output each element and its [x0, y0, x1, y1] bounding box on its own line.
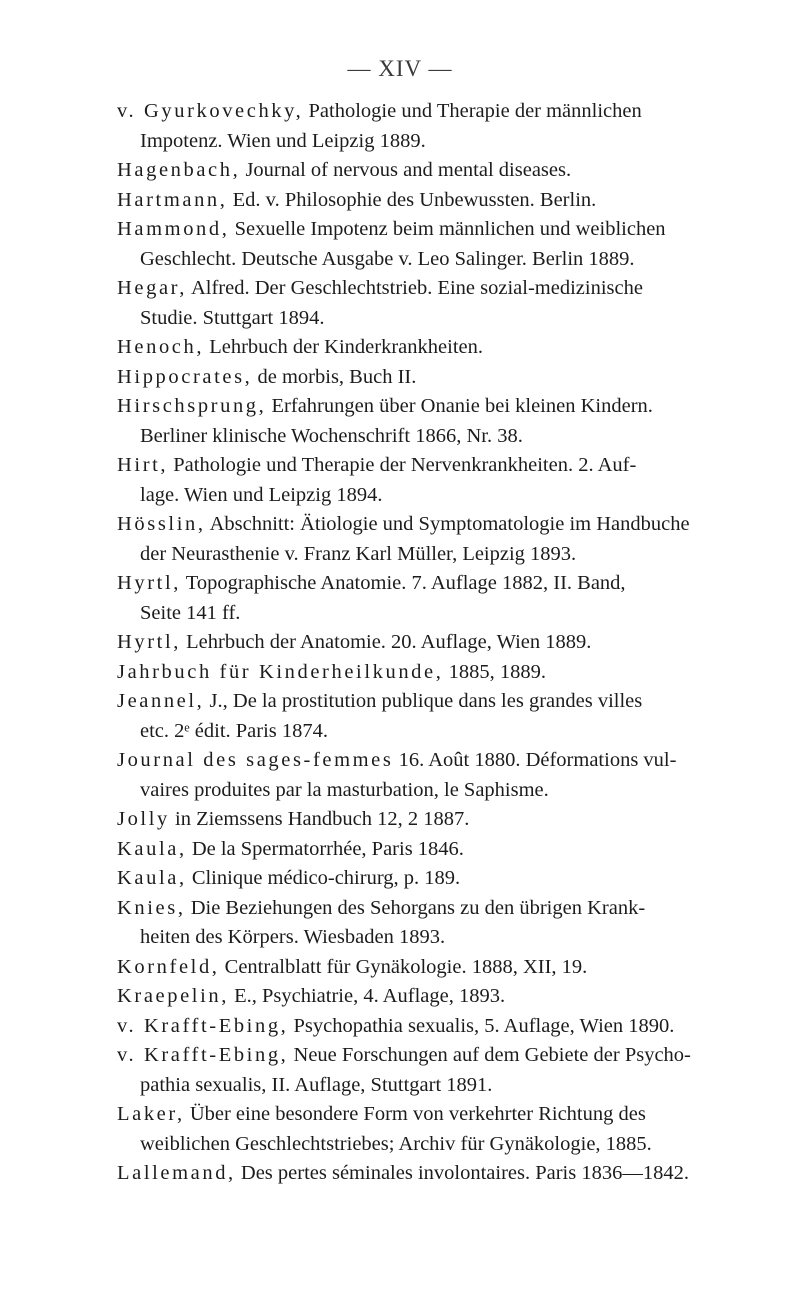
- entry-author: Kaula,: [117, 837, 187, 860]
- entry-text-line: weiblichen Geschlechtstriebes; Archiv für Gynäkologie, 1885.: [140, 1132, 652, 1155]
- bibliography-entry: [117, 215, 787, 274]
- entry-text-line: pathia sexualis, II. Auflage, Stuttgart 1891.: [140, 1073, 493, 1096]
- entry-text-line: Ed. v. Philosophie des Unbewussten. Berlin.: [232, 188, 597, 211]
- entry-text-line: in Ziemssens Handbuch 12, 2 1887.: [175, 808, 470, 830]
- bibliography-entry: [117, 333, 787, 363]
- entry-author: Knies,: [117, 896, 186, 919]
- entry-text-line: Über eine besondere Form von verkehrter Richtung des: [189, 1103, 646, 1125]
- entry-text-line: Topographische Anatomie. 7. Auflage 1882, II. Band,: [185, 572, 626, 594]
- entry-author: Henoch,: [117, 336, 205, 358]
- entry-author: Kornfeld,: [117, 955, 220, 978]
- entry-author: Hirt,: [117, 454, 169, 476]
- entry-text-line: Lehrbuch der Anatomie. 20. Auflage, Wien 1889.: [186, 631, 592, 653]
- page-number: — XIV —: [347, 56, 453, 81]
- entry-text-line: Erfahrungen über Onanie bei kleinen Kindern.: [271, 395, 653, 417]
- bibliography-entry: [117, 1012, 787, 1042]
- entry-text-line: J., De la prostitution publique dans les grandes villes: [209, 690, 643, 712]
- bibliography-entry: [117, 1041, 787, 1100]
- entry-author: Hegar,: [117, 277, 187, 299]
- entry-author: Hammond,: [117, 218, 230, 240]
- bibliography-entry: [117, 805, 787, 835]
- entry-author: Jeannel,: [117, 690, 205, 712]
- entry-text-line: Berliner klinische Wochenschrift 1866, Nr. 38.: [140, 424, 523, 447]
- entry-author: Kraepelin,: [117, 985, 229, 1007]
- entry-author: v. Gyurkovechky,: [117, 100, 304, 122]
- entry-author: Kaula,: [117, 867, 187, 889]
- entry-text-line: Pathologie und Therapie der Nervenkrankheiten. 2. Auf-: [173, 454, 637, 476]
- bibliography-entry: [117, 1159, 787, 1189]
- entry-text-line: Journal of nervous and mental diseases.: [245, 159, 572, 181]
- entry-author: Laker,: [117, 1103, 185, 1125]
- bibliography-entry: [117, 510, 787, 569]
- entry-author: v. Krafft-Ebing,: [117, 1014, 289, 1037]
- entry-text-line: Sexuelle Impotenz beim männlichen und weiblichen: [234, 218, 666, 240]
- entry-text-line: Psychopathia sexualis, 5. Auflage, Wien 1890.: [293, 1014, 675, 1037]
- bibliography-entry: [117, 1100, 787, 1159]
- bibliography-list: [117, 97, 787, 1189]
- entry-text-line: Clinique médico-chirurg, p. 189.: [191, 867, 461, 889]
- bibliography-entry: [117, 186, 787, 216]
- entry-text-line: Die Beziehungen des Sehorgans zu den übrigen Krank-: [190, 896, 646, 919]
- bibliography-entry: [117, 953, 787, 983]
- entry-text-line: etc. 2ᵉ édit. Paris 1874.: [140, 719, 329, 742]
- entry-text-line: 1885, 1889.: [448, 660, 546, 683]
- entry-text-line: Alfred. Der Geschlechtstrieb. Eine sozial-medizinische: [190, 277, 643, 299]
- entry-text-line: Impotenz. Wien und Leipzig 1889.: [140, 129, 426, 152]
- bibliography-entry: [117, 97, 787, 156]
- bibliography-entry: [117, 451, 787, 510]
- entry-text-line: Lehrbuch der Kinderkrankheiten.: [209, 336, 483, 358]
- bibliography-entry: [117, 274, 787, 333]
- entry-text-line: de morbis, Buch II.: [257, 365, 417, 388]
- entry-text-line: Geschlecht. Deutsche Ausgabe v. Leo Salinger. Berlin 1889.: [140, 247, 635, 270]
- entry-author: Hyrtl,: [117, 631, 181, 653]
- entry-author: Hartmann,: [117, 188, 228, 211]
- entry-author: v. Krafft-Ebing,: [117, 1044, 289, 1066]
- bibliography-entry: [117, 894, 787, 953]
- entry-text-line: heiten des Körpers. Wiesbaden 1893.: [140, 926, 446, 948]
- entry-author: Jahrbuch für Kinderheilkunde,: [117, 660, 444, 683]
- entry-author: Jolly: [117, 808, 170, 830]
- entry-author: Hippocrates,: [117, 365, 253, 388]
- entry-text-line: Neue Forschungen auf dem Gebiete der Psycho-: [293, 1044, 691, 1066]
- bibliography-entry: [117, 835, 787, 865]
- bibliography-entry: [117, 746, 787, 805]
- entry-author: Journal des sages-femmes: [117, 749, 394, 771]
- entry-author: Hösslin,: [117, 513, 206, 535]
- entry-text-line: Pathologie und Therapie der männlichen: [308, 100, 642, 122]
- entry-author: Hirschsprung,: [117, 395, 267, 417]
- entry-text-line: Studie. Stuttgart 1894.: [140, 306, 325, 329]
- entry-text-line: vaires produites par la masturbation, le Saphisme.: [140, 778, 549, 801]
- bibliography-entry: [117, 392, 787, 451]
- entry-author: Lallemand,: [117, 1162, 236, 1184]
- bibliography-entry: [117, 864, 787, 894]
- bibliography-entry: [117, 628, 787, 658]
- entry-text-line: der Neurasthenie v. Franz Karl Müller, Leipzig 1893.: [140, 542, 577, 565]
- bibliography-entry: [117, 156, 787, 186]
- bibliography-entry: [117, 982, 787, 1012]
- entry-text-line: E., Psychiatrie, 4. Auflage, 1893.: [234, 985, 506, 1007]
- entry-text-line: Abschnitt: Ätiologie und Symptomatologie im Handbuche: [209, 513, 690, 535]
- bibliography-entry: [117, 363, 787, 393]
- entry-author: Hagenbach,: [117, 159, 241, 181]
- entry-text-line: De la Spermatorrhée, Paris 1846.: [191, 837, 464, 860]
- bibliography-entry: [117, 687, 787, 746]
- entry-text-line: Centralblatt für Gynäkologie. 1888, XII, 19.: [224, 955, 588, 978]
- entry-author: Hyrtl,: [117, 572, 181, 594]
- bibliography-entry: [117, 569, 787, 628]
- entry-text-line: lage. Wien und Leipzig 1894.: [140, 483, 383, 506]
- entry-text-line: Des pertes séminales involontaires. Paris 1836—1842.: [240, 1162, 689, 1184]
- entry-text-line: Seite 141 ff.: [140, 601, 241, 624]
- entry-text-line: 16. Août 1880. Déformations vul-: [398, 749, 677, 771]
- bibliography-entry: [117, 658, 787, 688]
